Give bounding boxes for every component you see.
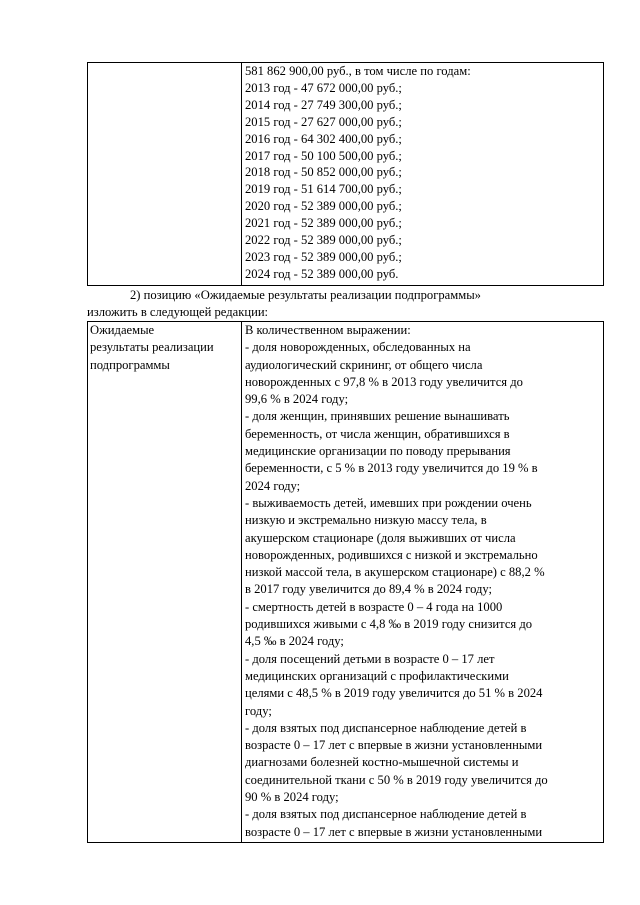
financing-line: 2024 год - 52 389 000,00 руб.: [245, 266, 399, 281]
expected-results-cell: [245, 322, 601, 841]
financing-table: [87, 62, 604, 286]
financing-line: 2014 год - 27 749 300,00 руб.;: [245, 97, 402, 112]
financing-line: 2015 год - 27 627 000,00 руб.;: [245, 114, 402, 129]
table-column-divider: [241, 322, 242, 842]
position-name-line: Ожидаемые: [90, 323, 155, 337]
result-line: диагнозами болезней костно-мышечной системы и: [245, 755, 519, 770]
result-line: возрасте 0 – 17 лет с впервые в жизни установленными: [245, 738, 543, 753]
result-line: 2024 году;: [245, 478, 301, 493]
financing-line: 2021 год - 52 389 000,00 руб.;: [245, 216, 402, 231]
financing-line: 2023 год - 52 389 000,00 руб.;: [245, 249, 402, 264]
financing-line: 581 862 900,00 руб., в том числе по годам:: [245, 64, 471, 78]
financing-cell: [245, 63, 601, 283]
result-line: соединительной ткани с 50 % в 2019 году увеличится до: [245, 772, 548, 787]
result-line: родившихся живыми с 4,8 ‰ в 2019 году снизится до: [245, 617, 533, 632]
result-line: - смертность детей в возрасте 0 – 4 года на 1000: [245, 599, 503, 614]
result-line: медицинские организации по поводу прерывания: [245, 444, 511, 459]
result-line: беременности, с 5 % в 2013 году увеличится до 19 % в: [245, 461, 538, 476]
result-line: - доля посещений детьми в возрасте 0 – 17 лет: [245, 651, 495, 666]
result-line: в 2017 году увеличится до 89,4 % в 2024 году;: [245, 582, 493, 597]
position-name-line: подпрограммы: [90, 357, 170, 372]
result-line: беременность, от числа женщин, обратившихся в: [245, 426, 510, 441]
result-line: В количественном выражении:: [245, 323, 411, 337]
financing-line: 2017 год - 50 100 500,00 руб.;: [245, 148, 402, 163]
result-line: акушерском стационаре (доля выживших от числа: [245, 530, 516, 545]
result-line: целями с 48,5 % в 2019 году увеличится до 51 % в 2024: [245, 686, 543, 701]
paragraph-line: 2) позицию «Ожидаемые результаты реализации подпрограммы»: [130, 288, 481, 302]
result-line: низкой массой тела, в акушерском стационаре) с 88,2 %: [245, 565, 545, 580]
financing-line: 2016 год - 64 302 400,00 руб.;: [245, 131, 402, 146]
financing-line: 2022 год - 52 389 000,00 руб.;: [245, 233, 402, 248]
financing-line: 2019 год - 51 614 700,00 руб.;: [245, 182, 402, 197]
paragraph-line: изложить в следующей редакции:: [87, 305, 269, 319]
expected-results-table: [87, 321, 604, 843]
financing-line: 2013 год - 47 672 000,00 руб.;: [245, 80, 402, 95]
result-line: новорожденных с 97,8 % в 2013 году увеличится до: [245, 374, 523, 389]
result-line: - доля взятых под диспансерное наблюдение детей в: [245, 720, 527, 735]
position-name-cell: [90, 322, 240, 374]
result-line: - доля взятых под диспансерное наблюдение детей в: [245, 807, 527, 822]
result-line: - доля женщин, принявших решение вынашивать: [245, 409, 510, 424]
result-line: году;: [245, 703, 272, 718]
result-line: - доля новорожденных, обследованных на: [245, 340, 471, 355]
result-line: медицинских организаций с профилактическими: [245, 668, 509, 683]
result-line: 99,6 % в 2024 году;: [245, 392, 349, 407]
result-line: 4,5 ‰ в 2024 году;: [245, 634, 344, 649]
result-line: новорожденных, родившихся с низкой и экстремально: [245, 547, 538, 562]
position-name-line: результаты реализации: [90, 340, 214, 355]
result-line: аудиологический скрининг, от общего числа: [245, 357, 483, 372]
financing-line: 2020 год - 52 389 000,00 руб.;: [245, 199, 402, 214]
result-line: 90 % в 2024 году;: [245, 790, 339, 805]
amendment-paragraph: [87, 287, 607, 321]
result-line: возрасте 0 – 17 лет с впервые в жизни установленными: [245, 824, 543, 839]
result-line: низкую и экстремально низкую массу тела, в: [245, 513, 487, 528]
result-line: - выживаемость детей, имевших при рождении очень: [245, 495, 532, 510]
table-column-divider: [241, 63, 242, 285]
financing-line: 2018 год - 50 852 000,00 руб.;: [245, 165, 402, 180]
